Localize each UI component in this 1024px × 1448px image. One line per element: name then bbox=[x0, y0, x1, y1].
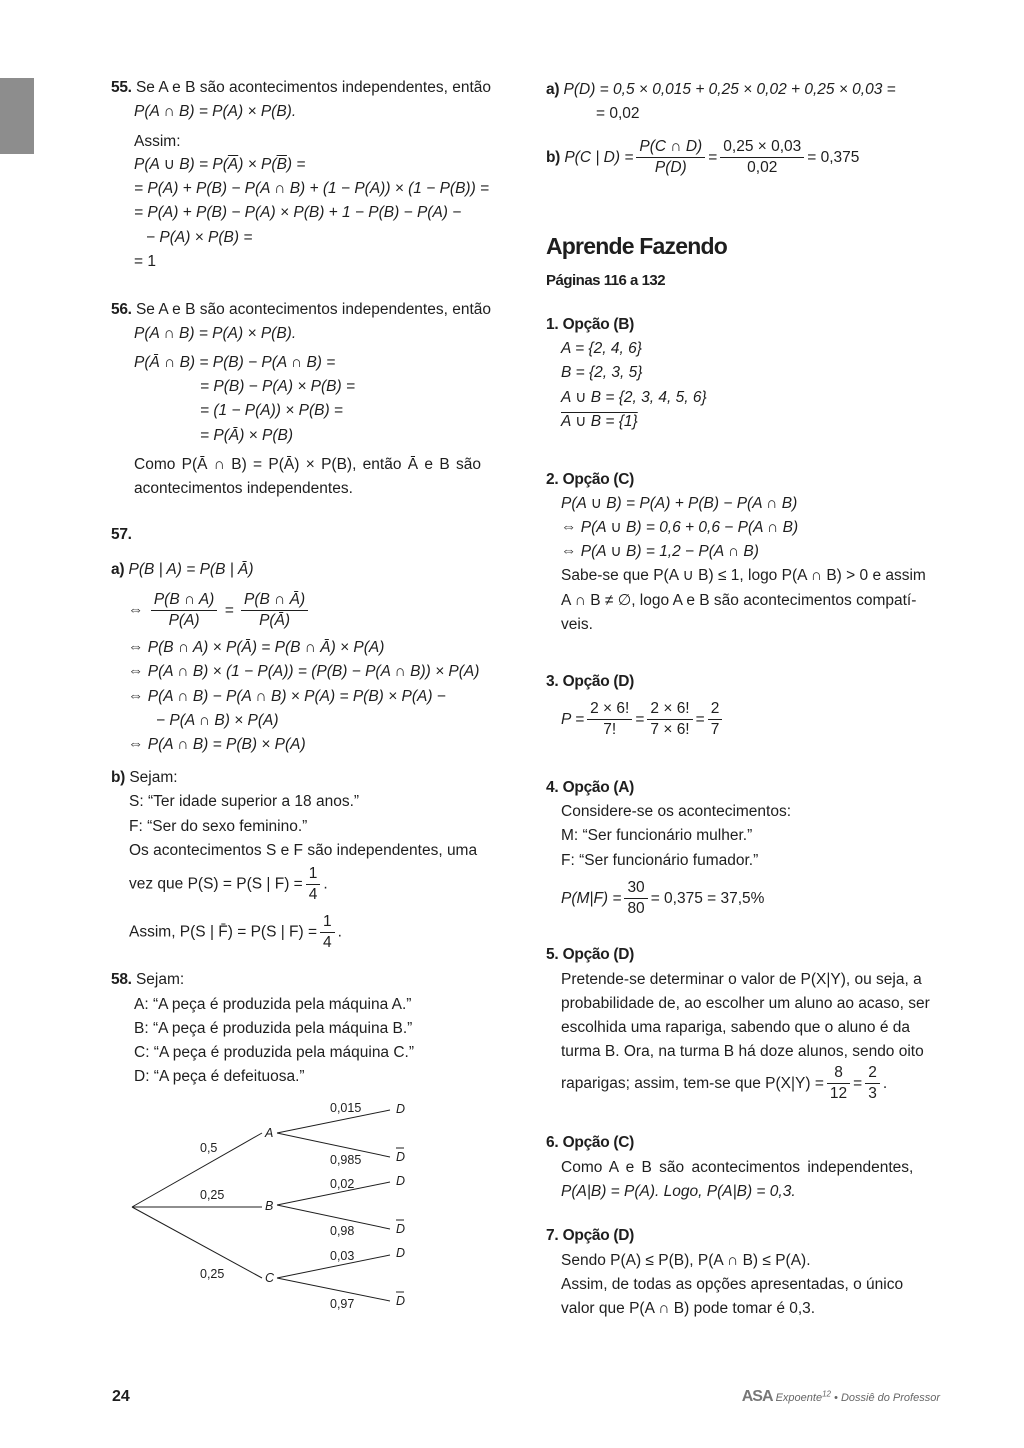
q55-line7: − P(A) × P(B) = bbox=[146, 229, 253, 246]
o7-line1: Sendo P(A) ≤ P(B), P(A ∩ B) ≤ P(A). bbox=[561, 1252, 811, 1269]
tree-b-d: 0,02 bbox=[330, 1177, 355, 1191]
q57-number: 57. bbox=[111, 526, 132, 543]
q58a-line2: = 0,02 bbox=[596, 105, 640, 122]
tree-node-c: C bbox=[265, 1271, 275, 1285]
o5-line1: Pretende-se determinar o valor de P(X|Y), ou seja, a bbox=[561, 971, 922, 988]
tree-leaf-5: D bbox=[396, 1246, 406, 1260]
q55-line6: = P(A) + P(B) − P(A) × P(B) + 1 − P(B) − P(A) − bbox=[134, 204, 462, 221]
q58a-line1: a) P(D) = 0,5 × 0,015 + 0,25 × 0,02 + 0,25 × 0,03 = bbox=[546, 81, 896, 98]
o4-line3: F: “Ser funcionário fumador.” bbox=[561, 852, 759, 869]
o7-line2: Assim, de todas as opções apresentadas, o único bbox=[561, 1276, 904, 1293]
o2-line3: ⇔ P(A ∪ B) = 1,2 − P(A ∩ B) bbox=[561, 543, 759, 560]
q57a-line7: ⇔ P(A ∩ B) = P(B) × P(A) bbox=[128, 736, 306, 753]
o1-line1: A = {2, 4, 6} bbox=[561, 340, 642, 357]
q57a-line5: ⇔ P(A ∩ B) − P(A ∩ B) × P(A) = P(B) × P(A) − bbox=[128, 688, 446, 705]
q57b-line3: F: “Ser do sexo feminino.” bbox=[129, 818, 308, 835]
q58-line3: B: “A peça é produzida pela máquina B.” bbox=[134, 1020, 413, 1037]
q57b-line1: b) Sejam: bbox=[111, 769, 178, 786]
section-heading: Aprende Fazendo bbox=[546, 233, 727, 259]
o1-header: 1. Opção (B) bbox=[546, 316, 634, 333]
tree-leaf-2: D bbox=[396, 1150, 406, 1164]
o1-line2: B = {2, 3, 5} bbox=[561, 364, 643, 381]
q56-line6: = P(Ā) × P(B) bbox=[200, 427, 294, 444]
q55-line1: 55. Se A e B são acontecimentos independentes, então bbox=[111, 79, 492, 96]
q56-line4: = P(B) − P(A) × P(B) = bbox=[200, 378, 356, 395]
q58b-line: b) P(C | D) = $\frac{P(C \cap D)}{P(D)}$ = $\frac{0,25 \times 0,03}{0,02}$ = 0,375 bbox=[546, 138, 860, 177]
q57b-line2: S: “Ter idade superior a 18 anos.” bbox=[129, 793, 360, 810]
page-tab bbox=[0, 78, 34, 154]
o2-line1: P(A ∪ B) = P(A) + P(B) − P(A ∩ B) bbox=[561, 495, 798, 512]
tree-leaf-3: D bbox=[396, 1174, 406, 1188]
q55-line5: = P(A) + P(B) − P(A ∩ B) + (1 − P(A)) × (1 − P(B)) = bbox=[134, 180, 490, 197]
tree-c-nd: 0,97 bbox=[330, 1297, 355, 1311]
o1-line4: A ∪ B = {1} bbox=[561, 413, 638, 430]
q56-line2: P(A ∩ B) = P(A) × P(B). bbox=[134, 325, 297, 342]
o2-line5: A ∩ B ≠ ∅, logo A e B são acontecimentos compatí- bbox=[561, 592, 917, 609]
tree-leaf-4: D bbox=[396, 1222, 406, 1236]
tree-node-b: B bbox=[265, 1199, 274, 1213]
tree-prob-c: 0,25 bbox=[200, 1267, 225, 1281]
o2-line2: ⇔ P(A ∪ B) = 0,6 + 0,6 − P(A ∩ B) bbox=[561, 519, 799, 536]
tree-leaf-1: D bbox=[396, 1102, 406, 1116]
o6-line1: Como A e B são acontecimentos independentes, bbox=[561, 1159, 914, 1176]
q58-line4: C: “A peça é produzida pela máquina C.” bbox=[134, 1044, 415, 1061]
o1-line3: A ∪ B = {2, 3, 4, 5, 6} bbox=[561, 389, 707, 406]
q57b-line4: Os acontecimentos S e F são independentes, uma bbox=[129, 842, 478, 859]
o5-line5: raparigas; assim, tem-se que P(X|Y) = $\frac{8}{12}$ = $\frac{2}{3}$ . bbox=[561, 1064, 888, 1103]
q55-line3: Assim: bbox=[134, 133, 181, 150]
q56-line1: 56. Se A e B são acontecimentos independentes, então bbox=[111, 301, 492, 318]
tree-node-a: A bbox=[265, 1126, 274, 1140]
o3-header: 3. Opção (D) bbox=[546, 673, 634, 690]
o5-line3: escolhida uma rapariga, sabendo que o aluno é da bbox=[561, 1019, 911, 1036]
tree-prob-a: 0,5 bbox=[200, 1141, 218, 1155]
o5-line4: turma B. Ora, na turma B há doze alunos, sendo oito bbox=[561, 1043, 924, 1060]
o6-header: 6. Opção (C) bbox=[546, 1134, 634, 1151]
tree-a-d: 0,015 bbox=[330, 1101, 362, 1115]
q55-line2: P(A ∩ B) = P(A) × P(B). bbox=[134, 103, 297, 120]
q58-line5: D: “A peça é defeituosa.” bbox=[134, 1068, 305, 1085]
o5-header: 5. Opção (D) bbox=[546, 946, 634, 963]
o5-line2: probabilidade de, ao escolher um aluno ao acaso, ser bbox=[561, 995, 930, 1012]
o6-line2: P(A|B) = P(A). Logo, P(A|B) = 0,3. bbox=[561, 1183, 796, 1200]
tree-b-nd: 0,98 bbox=[330, 1224, 355, 1238]
o7-line3: valor que P(A ∩ B) pode tomar é 0,3. bbox=[561, 1300, 816, 1317]
q57a-line3: ⇔ P(B ∩ A) × P(Ā) = P(B ∩ Ā) × P(A) bbox=[128, 639, 385, 656]
q55-number: 55. bbox=[111, 79, 132, 96]
o3-formula: P = $\frac{2 \times 6!}{7!}$ = $\frac{2 \times 6!}{7 \times 6!}$ = $\frac{2}{7}$ bbox=[561, 699, 725, 741]
o2-line4: Sabe-se que P(A ∪ B) ≤ 1, logo P(A ∩ B) > 0 e assim bbox=[561, 567, 926, 584]
q58-line2: A: “A peça é produzida pela máquina A.” bbox=[134, 996, 412, 1013]
q55-line4: P(A ∪ $B) = P(\overline{A}) \times P(\overline{B})$ = bbox=[134, 156, 306, 173]
o2-line6: veis. bbox=[561, 616, 593, 633]
q55-line8: = 1 bbox=[134, 253, 156, 270]
q58-line1: 58. Sejam: bbox=[111, 971, 185, 988]
probability-tree bbox=[120, 1095, 420, 1320]
tree-a-nd: 0,985 bbox=[330, 1153, 362, 1167]
q57a-line1: a) P(B | A) = P(B | Ā) bbox=[111, 561, 254, 578]
o4-header: 4. Opção (A) bbox=[546, 779, 634, 796]
o7-header: 7. Opção (D) bbox=[546, 1227, 634, 1244]
o4-formula: P(M|F) = $\frac{30}{80}$ = 0,375 = 37,5% bbox=[561, 879, 765, 918]
tree-c-d: 0,03 bbox=[330, 1249, 355, 1263]
footer-brand: ASA Expoente$^{12}$ • Dossiê do Professor bbox=[741, 1388, 940, 1405]
q56-line8: acontecimentos independentes. bbox=[134, 480, 353, 497]
q57a-fraction-line: ⇔ $\frac{P(B \cap A)}{P(A)}$ = $\frac{P(B \cap Ā)}{P(Ā)}$ bbox=[128, 589, 311, 633]
section-pages: Páginas 116 a 132 bbox=[546, 272, 666, 289]
tree-prob-b: 0,25 bbox=[200, 1188, 225, 1202]
q57b-line6: Assim, P(S | F̄) = P(S | F) = $\frac{1}{4}$ . bbox=[129, 913, 342, 951]
o4-line1: Considere-se os acontecimentos: bbox=[561, 803, 792, 820]
q56-line7: Como P(Ā ∩ B) = P(Ā) × P(B), então Ā e B são bbox=[134, 456, 481, 473]
o2-header: 2. Opção (C) bbox=[546, 471, 634, 488]
q57b-line5: vez que P(S) = P(S | F) = $\frac{1}{4}$ . bbox=[129, 865, 328, 903]
q56-line3: P(Ā ∩ B) = P(B) − P(A ∩ B) = bbox=[134, 354, 336, 371]
q57a-line4: ⇔ P(A ∩ B) × (1 − P(A)) = (P(B) − P(A ∩ B)) × P(A) bbox=[128, 663, 480, 680]
page-number: 24 bbox=[112, 1388, 130, 1405]
o4-line2: M: “Ser funcionário mulher.” bbox=[561, 827, 753, 844]
q56-line5: = (1 − P(A)) × P(B) = bbox=[200, 402, 343, 419]
tree-leaf-6: D bbox=[396, 1294, 406, 1308]
q57a-line6: − P(A ∩ B) × P(A) bbox=[156, 712, 279, 729]
